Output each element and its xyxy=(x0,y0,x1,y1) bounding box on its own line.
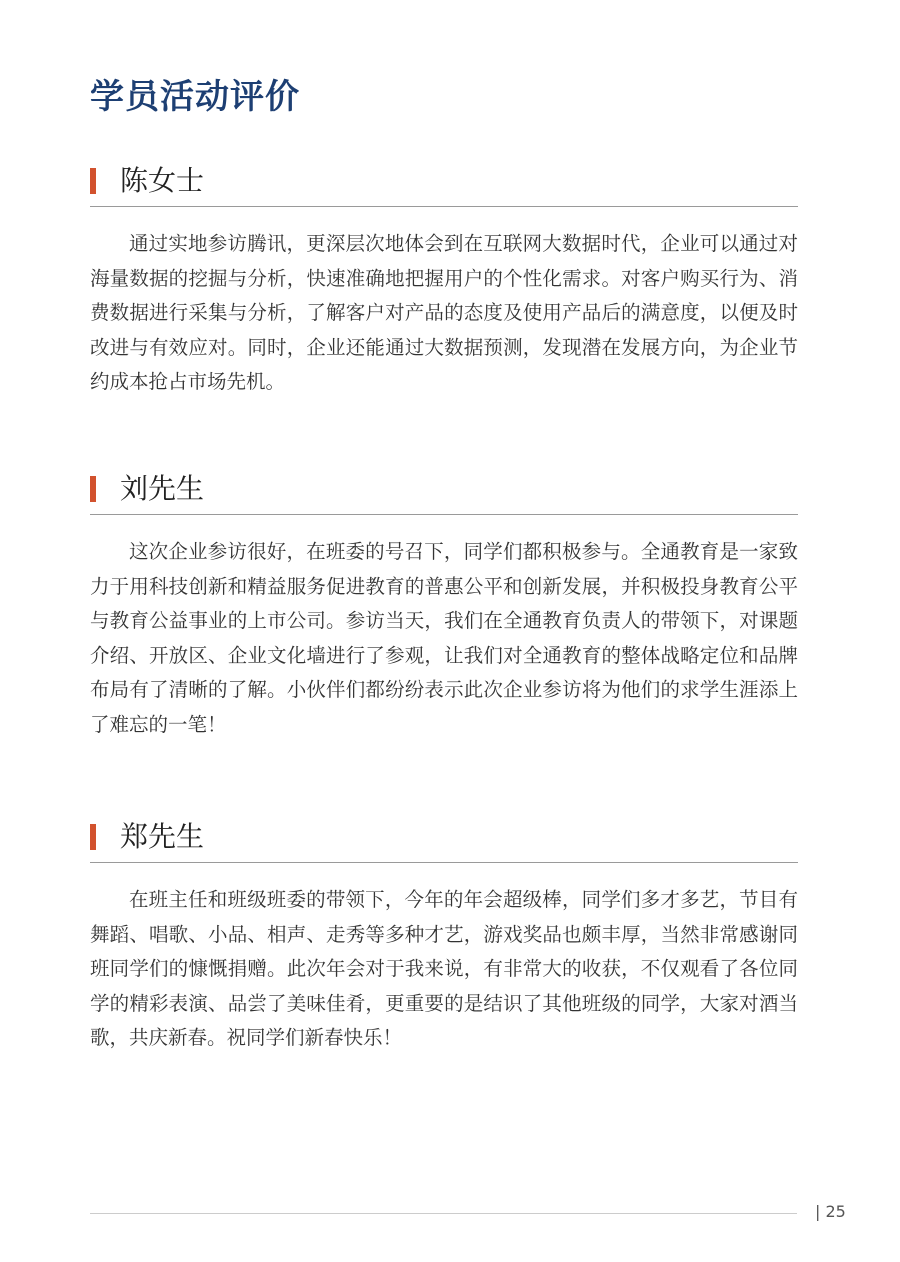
section-body: 在班主任和班级班委的带领下，今年的年会超级棒，同学们多才多艺，节目有舞蹈、唱歌、小品、相声、走秀等多种才艺，游戏奖品也颇丰厚，当然非常感谢同班同学们的慷慨捐赠。此次年会对于我来说，有非常大的收获，不仅观看了各位同学的精彩表演、品尝了美味佳肴，更重要的是结识了其他班级的同学，大家对酒当歌，共庆新春。祝同学们新春快乐！ xyxy=(90,888,798,1049)
section-header xyxy=(90,470,798,515)
section-marker xyxy=(90,824,96,850)
section-name: 陈女士 xyxy=(120,164,205,197)
section-body: 通过实地参访腾讯，更深层次地体会到在互联网大数据时代，企业可以通过对海量数据的挖掘与分析，快速准确地把握用户的个性化需求。对客户购买行为、消费数据进行采集与分析，了解客户对产品的态度及使用产品后的满意度，以便及时改进与有效应对。同时，企业还能通过大数据预测，发现潜在发展方向，为企业节约成本抢占市场先机。 xyxy=(90,232,798,393)
section-marker xyxy=(90,476,96,502)
testimonial-section-zheng xyxy=(90,818,798,1056)
section-name: 刘先生 xyxy=(120,472,205,505)
footer-divider xyxy=(90,1213,797,1214)
section-header xyxy=(90,162,798,207)
page-number: | 25 xyxy=(815,1202,846,1221)
section-marker xyxy=(90,168,96,194)
section-body: 这次企业参访很好，在班委的号召下，同学们都积极参与。全通教育是一家致力于用科技创新和精益服务促进教育的普惠公平和创新发展，并积极投身教育公平与教育公益事业的上市公司。参访当天，我们在全通教育负责人的带领下，对课题介绍、开放区、企业文化墙进行了参观，让我们对全通教育的整体战略定位和品牌布局有了清晰的了解。小伙伴们都纷纷表示此次企业参访将为他们的求学生涯添上了难忘的一笔！ xyxy=(90,540,798,736)
section-header xyxy=(90,818,798,863)
testimonial-section-chen xyxy=(90,162,798,400)
testimonial-section-liu xyxy=(90,470,798,742)
section-name: 郑先生 xyxy=(120,820,205,853)
page-title: 学员活动评价 xyxy=(90,77,300,117)
